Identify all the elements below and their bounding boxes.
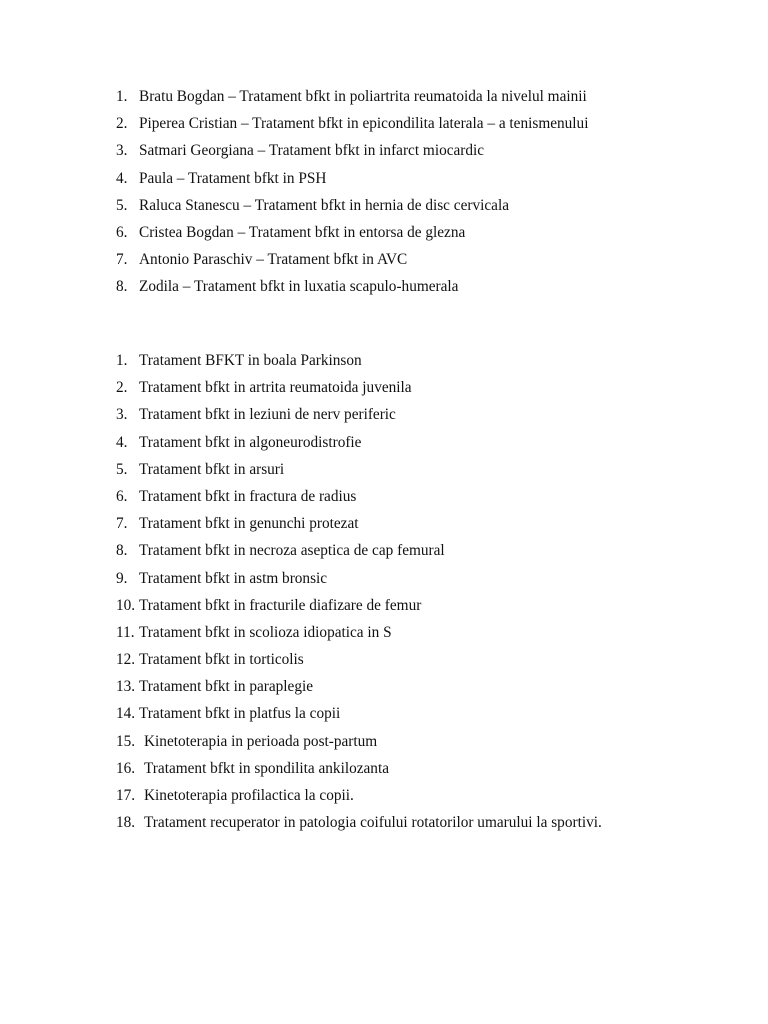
item-text: Tratament bfkt in leziuni de nerv periferic bbox=[139, 406, 396, 424]
item-number: 5. bbox=[116, 460, 128, 478]
item-text: Tratament bfkt in genunchi protezat bbox=[139, 515, 359, 533]
student-topic-item bbox=[0, 140, 768, 167]
item-text: Tratament bfkt in astm bronsic bbox=[139, 569, 328, 587]
student-topic-item bbox=[0, 276, 768, 303]
item-text: Tratament recuperator in patologia coifului rotatorilor umarului la sportivi. bbox=[144, 814, 602, 832]
item-number: 1. bbox=[116, 88, 128, 105]
topic-item bbox=[0, 676, 768, 703]
item-text: Tratament bfkt in paraplegie bbox=[139, 678, 314, 696]
item-number: 7. bbox=[116, 515, 128, 533]
student-topic-item bbox=[0, 249, 768, 276]
topic-item bbox=[0, 785, 768, 812]
item-number: 14. bbox=[116, 705, 136, 723]
item-text: Raluca Stanescu – Tratament bfkt in hernia de disc cervicala bbox=[139, 196, 509, 214]
topic-item bbox=[0, 812, 768, 839]
student-topic-item bbox=[0, 195, 768, 222]
student-topic-item bbox=[0, 86, 768, 113]
topic-item bbox=[0, 649, 768, 676]
item-text: Antonio Paraschiv – Tratament bfkt in AVC bbox=[139, 251, 408, 269]
item-number: 3. bbox=[116, 142, 128, 160]
topic-item bbox=[0, 432, 768, 459]
item-text: Tratament bfkt in platfus la copii bbox=[139, 705, 341, 723]
item-number: 6. bbox=[116, 223, 128, 241]
item-number: 2. bbox=[116, 379, 128, 397]
item-text: Tratament bfkt in algoneurodistrofie bbox=[139, 433, 362, 451]
item-text: Tratament bfkt in spondilita ankilozanta bbox=[144, 759, 389, 777]
student-topic-list bbox=[0, 86, 768, 304]
item-text: Tratament bfkt in artrita reumatoida juvenila bbox=[139, 379, 412, 397]
item-text: Tratament bfkt in scolioza idiopatica in S bbox=[139, 623, 392, 641]
item-number: 6. bbox=[116, 487, 128, 505]
topic-list bbox=[0, 350, 768, 839]
item-number: 15. bbox=[116, 732, 136, 750]
student-topic-item bbox=[0, 113, 768, 140]
student-topic-item bbox=[0, 222, 768, 249]
item-number: 5. bbox=[116, 196, 128, 214]
item-text: Paula – Tratament bfkt in PSH bbox=[139, 169, 327, 187]
item-text: Cristea Bogdan – Tratament bfkt in entorsa de glezna bbox=[139, 223, 466, 241]
topic-item bbox=[0, 350, 768, 377]
item-text: Bratu Bogdan – Tratament bfkt in poliartrita reumatoida la nivelul mainii bbox=[139, 88, 587, 105]
item-number: 8. bbox=[116, 278, 128, 296]
item-text: Piperea Cristian – Tratament bfkt in epicondilita laterala – a tenismenului bbox=[139, 115, 589, 133]
item-number: 7. bbox=[116, 251, 128, 269]
item-number: 3. bbox=[116, 406, 128, 424]
topic-item bbox=[0, 377, 768, 404]
topic-item bbox=[0, 703, 768, 730]
topic-item bbox=[0, 622, 768, 649]
topic-item bbox=[0, 568, 768, 595]
item-number: 12. bbox=[116, 651, 136, 669]
item-number: 10. bbox=[116, 596, 136, 614]
item-text: Zodila – Tratament bfkt in luxatia scapulo-humerala bbox=[139, 278, 459, 296]
item-text: Satmari Georgiana – Tratament bfkt in infarct miocardic bbox=[139, 142, 485, 160]
topic-item bbox=[0, 513, 768, 540]
topic-item bbox=[0, 540, 768, 567]
item-number: 1. bbox=[116, 352, 128, 369]
item-number: 18. bbox=[116, 814, 136, 832]
item-number: 13. bbox=[116, 678, 136, 696]
item-text: Tratament bfkt in fracturile diafizare de femur bbox=[139, 596, 422, 614]
item-number: 16. bbox=[116, 759, 136, 777]
item-text: Tratament bfkt in necroza aseptica de cap femural bbox=[139, 542, 445, 560]
topic-item bbox=[0, 459, 768, 486]
item-text: Tratament bfkt in torticolis bbox=[139, 651, 304, 669]
item-number: 11. bbox=[116, 623, 135, 641]
topic-item bbox=[0, 758, 768, 785]
item-text: Tratament BFKT in boala Parkinson bbox=[139, 352, 362, 369]
item-number: 9. bbox=[116, 569, 128, 587]
item-text: Tratament bfkt in arsuri bbox=[139, 460, 285, 478]
item-number: 8. bbox=[116, 542, 128, 560]
item-number: 2. bbox=[116, 115, 128, 133]
topic-item bbox=[0, 731, 768, 758]
topic-item bbox=[0, 595, 768, 622]
topic-item bbox=[0, 404, 768, 431]
item-number: 17. bbox=[116, 787, 136, 804]
item-number: 4. bbox=[116, 169, 128, 187]
item-text: Kinetoterapia profilactica la copii. bbox=[144, 787, 354, 804]
student-topic-item bbox=[0, 168, 768, 195]
item-number: 4. bbox=[116, 433, 128, 451]
topic-item bbox=[0, 486, 768, 513]
item-text: Kinetoterapia in perioada post-partum bbox=[144, 732, 378, 750]
item-text: Tratament bfkt in fractura de radius bbox=[139, 487, 357, 505]
